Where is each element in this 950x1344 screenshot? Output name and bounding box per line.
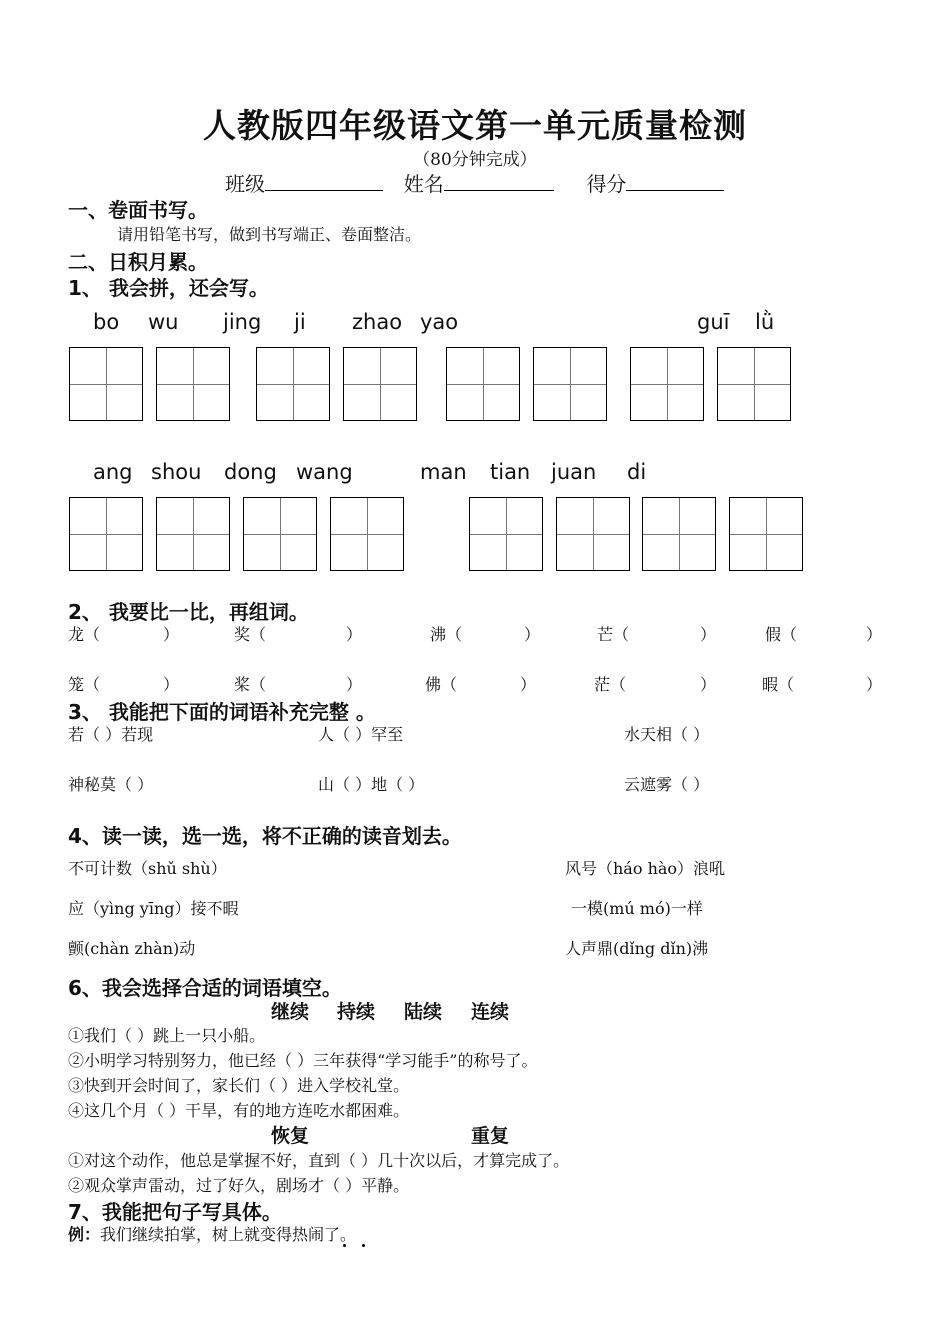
q6-heading: 6、我会选择合适的词语填空。 bbox=[68, 976, 342, 1000]
score-blank[interactable] bbox=[626, 172, 724, 191]
pinyin-label: guī bbox=[697, 310, 730, 334]
pinyin-label: bo bbox=[93, 310, 120, 334]
writing-box[interactable] bbox=[343, 347, 417, 421]
pinyin-label: yao bbox=[420, 310, 459, 334]
compare-close: ） bbox=[524, 625, 541, 644]
compare-close: ） bbox=[866, 625, 883, 644]
writing-box[interactable] bbox=[642, 497, 716, 571]
student-info bbox=[225, 168, 724, 197]
writing-box[interactable] bbox=[630, 347, 704, 421]
compare-close: ） bbox=[700, 625, 717, 644]
compare-close: ） bbox=[866, 675, 883, 694]
writing-box[interactable] bbox=[156, 497, 230, 571]
example-sentence bbox=[68, 1222, 356, 1245]
compare-close: ） bbox=[346, 675, 363, 694]
writing-box[interactable] bbox=[446, 347, 520, 421]
idiom-item: 水天相（ ） bbox=[624, 725, 710, 744]
compare-item: 假（ bbox=[765, 625, 798, 644]
word-option: 陆续 bbox=[404, 1001, 443, 1023]
compare-item: 龙（ bbox=[68, 625, 101, 644]
fill-sentence: ①我们（ ）跳上一只小船。 bbox=[68, 1026, 266, 1045]
pinyin-label: wu bbox=[148, 310, 179, 334]
writing-box[interactable] bbox=[556, 497, 630, 571]
pinyin-label: tian bbox=[490, 460, 531, 484]
pinyin-label: jing bbox=[223, 310, 262, 334]
compare-item: 沸（ bbox=[430, 625, 463, 644]
writing-box[interactable] bbox=[717, 347, 791, 421]
pinyin-label: ang bbox=[93, 460, 133, 484]
q7-heading: 7、我能把句子写具体。 bbox=[68, 1200, 282, 1224]
pinyin-label: juan bbox=[551, 460, 597, 484]
compare-close: ） bbox=[163, 625, 180, 644]
compare-close: ） bbox=[520, 675, 537, 694]
section-2-heading: 二、日积月累。 bbox=[68, 250, 208, 274]
emphasis-dot bbox=[343, 1244, 346, 1247]
q3-heading: 3、 我能把下面的词语补充完整 。 bbox=[68, 700, 376, 724]
page-title: 人教版四年级语文第一单元质量检测 bbox=[203, 106, 747, 145]
pinyin-label: ji bbox=[294, 310, 306, 334]
writing-box[interactable] bbox=[533, 347, 607, 421]
word-option: 恢复 bbox=[271, 1125, 310, 1147]
pinyin-label: dong bbox=[224, 460, 277, 484]
pronunciation-item: 人声鼎(dǐng dǐn)沸 bbox=[565, 939, 709, 958]
example-label: 例： bbox=[68, 1225, 101, 1244]
idiom-item: 若（ ）若现 bbox=[68, 725, 154, 744]
compare-item: 茫（ bbox=[594, 675, 627, 694]
name-blank[interactable] bbox=[444, 172, 554, 191]
writing-box[interactable] bbox=[729, 497, 803, 571]
compare-item: 奖（ bbox=[234, 625, 267, 644]
example-text: 我们继续拍掌，树上就变得热闹了。 bbox=[100, 1225, 357, 1244]
compare-item: 桨（ bbox=[234, 675, 267, 694]
compare-close: ） bbox=[700, 675, 717, 694]
idiom-item: 人（ ）罕至 bbox=[318, 725, 404, 744]
page-subtitle: （80分钟完成） bbox=[413, 150, 537, 170]
compare-item: 芒（ bbox=[597, 625, 630, 644]
pronunciation-item: 不可计数（shǔ shù） bbox=[68, 859, 227, 878]
word-option: 继续 bbox=[271, 1001, 310, 1023]
pronunciation-item: 一模(mú mó)一样 bbox=[571, 899, 703, 918]
q2-heading: 2、 我要比一比，再组词。 bbox=[68, 600, 309, 624]
idiom-item: 神秘莫（ ） bbox=[68, 775, 154, 794]
compare-item: 暇（ bbox=[762, 675, 795, 694]
writing-box[interactable] bbox=[69, 497, 143, 571]
pinyin-label: zhao bbox=[352, 310, 403, 334]
compare-close: ） bbox=[346, 625, 363, 644]
fill-sentence: ②小明学习特别努力，他已经（ ）三年获得“学习能手”的称号了。 bbox=[68, 1051, 538, 1070]
score-label: 得分 bbox=[586, 172, 627, 196]
writing-box[interactable] bbox=[156, 347, 230, 421]
writing-box[interactable] bbox=[69, 347, 143, 421]
pinyin-label: lǜ bbox=[755, 310, 775, 334]
pronunciation-item: 风号（háo hào）浪吼 bbox=[565, 859, 726, 878]
writing-box[interactable] bbox=[469, 497, 543, 571]
word-option: 连续 bbox=[471, 1001, 510, 1023]
class-label: 班级 bbox=[225, 172, 265, 196]
section-1-text: 请用铅笔书写，做到书写端正、卷面整洁。 bbox=[117, 225, 422, 244]
class-blank[interactable] bbox=[265, 172, 383, 191]
q4-heading: 4、读一读，选一选，将不正确的读音划去。 bbox=[68, 824, 462, 848]
fill-sentence: ①对这个动作，他总是掌握不好，直到（ ）几十次以后，才算完成了。 bbox=[68, 1151, 570, 1170]
idiom-item: 云遮雾（ ） bbox=[624, 775, 710, 794]
writing-box[interactable] bbox=[243, 497, 317, 571]
writing-box[interactable] bbox=[256, 347, 330, 421]
compare-item: 笼（ bbox=[68, 675, 101, 694]
fill-sentence: ②观众掌声雷动，过了好久，剧场才（ ）平静。 bbox=[68, 1176, 410, 1195]
word-option: 重复 bbox=[471, 1125, 510, 1147]
name-label: 姓名 bbox=[403, 172, 444, 196]
compare-close: ） bbox=[163, 675, 180, 694]
pinyin-label: shou bbox=[151, 460, 202, 484]
section-1-heading: 一、卷面书写。 bbox=[68, 198, 208, 222]
q1-heading: 1、 我会拼，还会写。 bbox=[68, 276, 269, 300]
pinyin-label: wang bbox=[296, 460, 353, 484]
fill-sentence: ④这几个月（ ）干旱，有的地方连吃水都困难。 bbox=[68, 1101, 410, 1120]
idiom-item: 山（ ）地（ ） bbox=[318, 775, 425, 794]
writing-box[interactable] bbox=[330, 497, 404, 571]
word-option: 持续 bbox=[337, 1001, 376, 1023]
pinyin-label: di bbox=[627, 460, 647, 484]
pinyin-label: man bbox=[420, 460, 467, 484]
emphasis-dot bbox=[362, 1244, 365, 1247]
pronunciation-item: 应（yìng yīng）接不暇 bbox=[68, 899, 239, 918]
fill-sentence: ③快到开会时间了，家长们（ ）进入学校礼堂。 bbox=[68, 1076, 410, 1095]
pronunciation-item: 颤(chàn zhàn)动 bbox=[68, 939, 196, 958]
compare-item: 佛（ bbox=[425, 675, 458, 694]
